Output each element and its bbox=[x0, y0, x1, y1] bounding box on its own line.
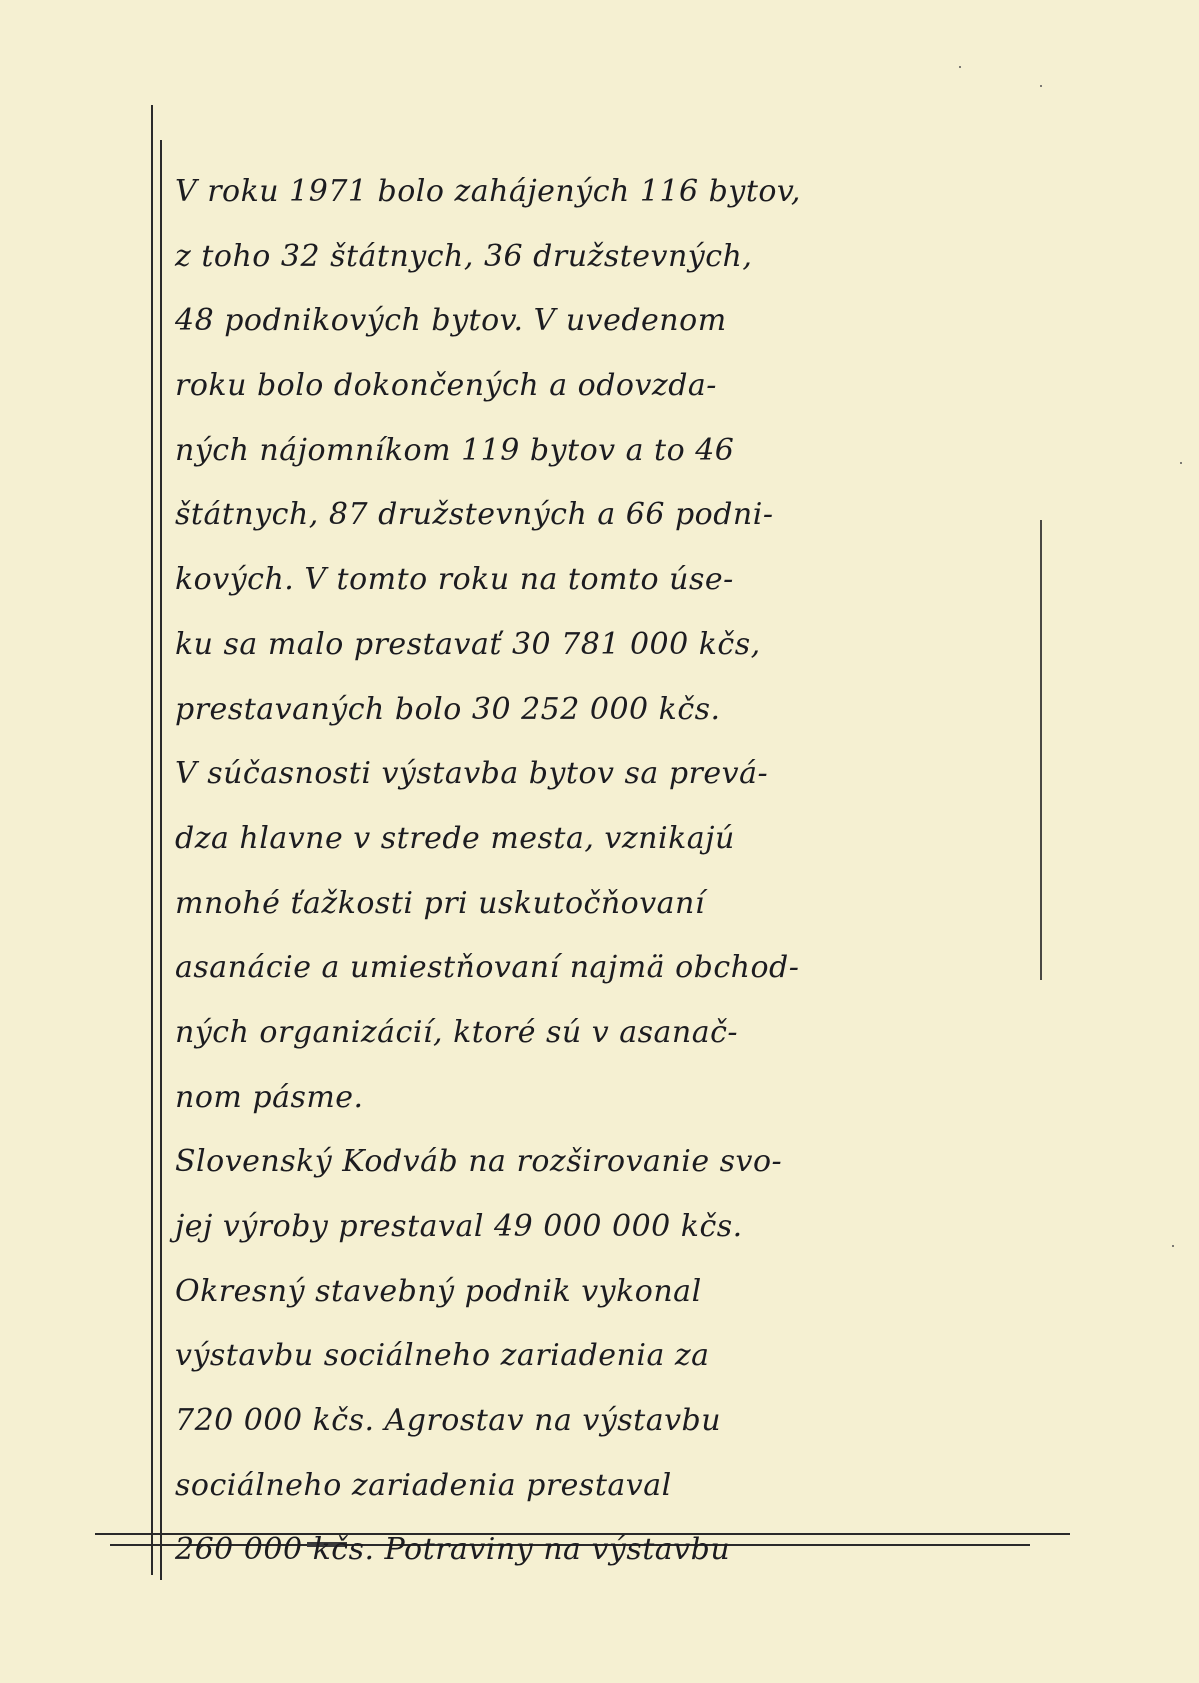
paper-speck bbox=[1040, 85, 1042, 87]
text-line: ných nájomníkom 119 bytov a to 46 bbox=[175, 432, 735, 468]
text-line: štátnych, 87 družstevných a 66 podni- bbox=[175, 497, 774, 533]
text-line: 720 000 kčs. Agrostav na výstavbu bbox=[175, 1403, 722, 1439]
text-line: dza hlavne v strede mesta, vznikajú bbox=[175, 820, 735, 856]
text-line: prestavaných bolo 30 252 000 kčs. bbox=[175, 691, 721, 727]
text-line: jej výroby prestaval 49 000 000 kčs. bbox=[175, 1209, 743, 1244]
text-line: V roku 1971 bolo zahájených 116 bytov, bbox=[175, 174, 801, 209]
text-line: roku bolo dokončených a odovzda- bbox=[175, 368, 717, 404]
text-line: sociálneho zariadenia prestaval bbox=[175, 1467, 672, 1503]
text-line: asanácie a umiestňovaní najmä obchod- bbox=[175, 950, 800, 986]
text-line: 260 000 kčs. Potraviny na výstavbu bbox=[175, 1532, 731, 1568]
margin-rule-inner bbox=[160, 140, 162, 1580]
text-line: ku sa malo prestavať 30 781 000 kčs, bbox=[175, 626, 761, 662]
handwritten-text bbox=[175, 160, 1055, 1583]
text-line: mnohé ťažkosti pri uskutočňovaní bbox=[175, 885, 705, 921]
text-line: Okresný stavebný podnik vykonal bbox=[175, 1273, 702, 1309]
text-line: ných organizácií, ktoré sú v asanač- bbox=[175, 1014, 739, 1050]
text-line: z toho 32 štátnych, 36 družstevných, bbox=[175, 238, 753, 274]
text-line: Slovenský Kodváb na rozširovanie svo- bbox=[175, 1144, 783, 1180]
paper-speck bbox=[959, 66, 961, 68]
text-line: kových. V tomto roku na tomto úse- bbox=[175, 562, 734, 598]
text-line: 48 podnikových bytov. V uvedenom bbox=[175, 303, 727, 339]
text-line: nom pásme. bbox=[175, 1079, 364, 1115]
text-line: V súčasnosti výstavba bytov sa prevá- bbox=[175, 756, 769, 792]
paper-speck bbox=[1172, 1245, 1174, 1247]
text-line: výstavbu sociálneho zariadenia za bbox=[175, 1338, 710, 1374]
margin-rule-outer bbox=[151, 105, 153, 1575]
paper-speck bbox=[1180, 462, 1182, 464]
